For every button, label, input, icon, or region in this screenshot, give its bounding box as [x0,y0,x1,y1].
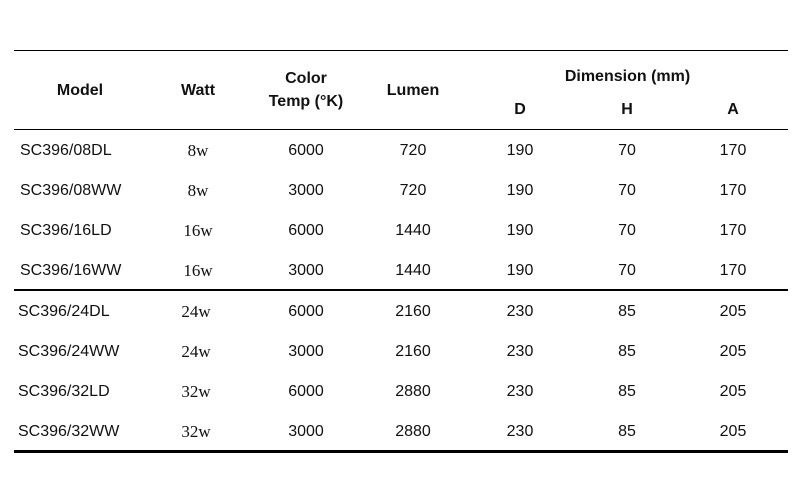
cell-h: 70 [618,222,636,239]
header-dim-h: H [621,101,633,118]
cell-lumen: 2880 [395,423,431,440]
group-divider-rule [14,289,788,291]
cell-watt: 32w [181,422,211,441]
cell-model: SC396/08DL [20,142,112,159]
cell-temp: 6000 [288,383,324,400]
cell-a: 170 [719,142,747,159]
cell-h: 85 [618,343,636,360]
cell-temp: 6000 [288,142,324,159]
cell-a: 170 [719,182,747,199]
cell-d: 190 [506,222,534,239]
cell-lumen: 2880 [395,383,431,400]
cell-watt: 8w [187,141,209,160]
cell-d: 190 [506,142,534,159]
cell-model: SC396/24WW [18,343,120,360]
cell-h: 85 [618,383,636,400]
header-color-temp-line2: Temp (°K) [268,93,344,110]
cell-watt: 8w [187,181,209,200]
cell-lumen: 2160 [395,303,431,320]
cell-temp: 3000 [288,182,324,199]
cell-watt: 24w [181,302,211,321]
cell-a: 205 [719,383,747,400]
table-bottom-rule [14,450,788,453]
cell-a: 170 [719,222,747,239]
header-lumen: Lumen [386,82,440,99]
cell-d: 190 [506,262,534,279]
cell-watt: 32w [181,382,211,401]
cell-temp: 6000 [288,222,324,239]
cell-lumen: 1440 [395,262,431,279]
cell-h: 85 [618,303,636,320]
cell-a: 205 [719,303,747,320]
header-model: Model [56,82,104,99]
cell-watt: 24w [181,342,211,361]
cell-h: 70 [618,262,636,279]
cell-model: SC396/32WW [18,423,120,440]
cell-h: 85 [618,423,636,440]
cell-model: SC396/16LD [20,222,112,239]
cell-a: 205 [719,343,747,360]
cell-lumen: 2160 [395,343,431,360]
cell-lumen: 720 [399,182,427,199]
cell-d: 230 [506,383,534,400]
header-watt: Watt [180,82,216,99]
cell-model: SC396/32LD [18,383,110,400]
cell-a: 170 [719,262,747,279]
cell-lumen: 1440 [395,222,431,239]
cell-h: 70 [618,142,636,159]
cell-temp: 3000 [288,262,324,279]
cell-watt: 16w [183,221,213,240]
cell-temp: 3000 [288,343,324,360]
cell-d: 230 [506,303,534,320]
cell-d: 230 [506,343,534,360]
cell-watt: 16w [183,261,213,280]
header-dim-a: A [727,101,739,118]
header-color-temp-line1: Color [285,70,327,87]
cell-model: SC396/16WW [20,262,122,279]
cell-model: SC396/08WW [20,182,122,199]
cell-a: 205 [719,423,747,440]
header-dimension: Dimension (mm) [564,68,691,85]
cell-model: SC396/24DL [18,303,110,320]
cell-d: 190 [506,182,534,199]
cell-temp: 6000 [288,303,324,320]
cell-h: 70 [618,182,636,199]
cell-lumen: 720 [399,142,427,159]
header-dim-d: D [514,101,526,118]
table-top-rule [14,50,788,51]
cell-temp: 3000 [288,423,324,440]
cell-d: 230 [506,423,534,440]
header-rule [14,129,788,130]
